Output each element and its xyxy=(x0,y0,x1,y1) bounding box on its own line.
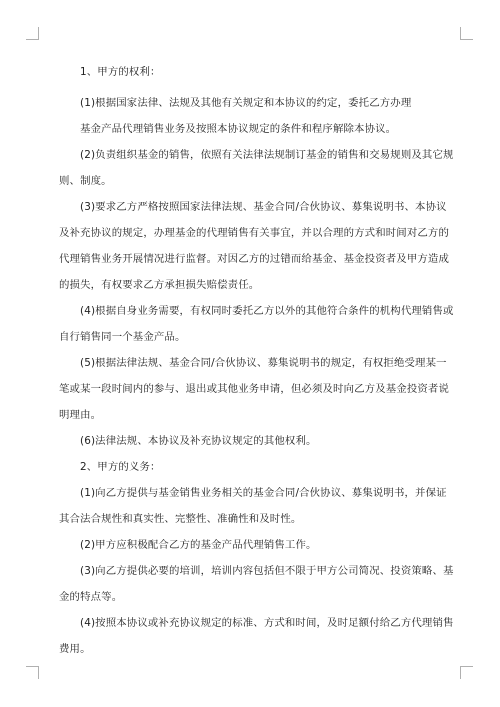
paragraph-line: (1)向乙方提供与基金销售业务相关的基金合同/合伙协议、募集说明书，并保证 xyxy=(80,487,447,499)
paragraph-line: (4)按照本协议或补充协议规定的标准、方式和时间，及时足额付给乙方代理销售 xyxy=(80,617,454,629)
section-heading-obligations: 2、甲方的义务： xyxy=(80,461,161,473)
paragraph-line: 则、制度。 xyxy=(59,175,112,187)
paragraph-line: 笔或某一段时间内的参与、退出或其他业务申请，但必须及时向乙方及基金投资者说 xyxy=(59,383,449,395)
paragraph-line: (3)向乙方提供必要的培训，培训内容包括但不限于甲方公司简况、投资策略、基 xyxy=(80,565,454,577)
paragraph-line: 及补充协议的规定，办理基金的代理销售有关事宜，并以合理的方式和时间对乙方的 xyxy=(59,227,449,239)
paragraph-line: 代理销售业务开展情况进行监督。对因乙方的过错而给基金、基金投资者及甲方造成 xyxy=(59,253,449,265)
paragraph-line: 明理由。 xyxy=(59,409,102,421)
paragraph-line: (6)法律法规、本协议及补充协议规定的其他权利。 xyxy=(80,435,317,447)
paragraph-line: 其合法合规性和真实性、完整性、准确性和及时性。 xyxy=(59,513,302,525)
paragraph-line: 基金产品代理销售业务及按照本协议规定的条件和程序解除本协议。 xyxy=(80,123,397,135)
paragraph-line: 费用。 xyxy=(59,643,91,655)
paragraph-line: 的损失，有权要求乙方承担损失赔偿责任。 xyxy=(59,279,260,291)
paragraph-line: 自行销售同一个基金产品。 xyxy=(59,331,186,343)
paragraph-line: (3)要求乙方严格按照国家法律法规、基金合同/合伙协议、募集说明书、本协议 xyxy=(80,201,447,213)
section-heading-rights: 1、甲方的权利： xyxy=(80,66,161,78)
paragraph-line: (4)根据自身业务需要，有权同时委托乙方以外的其他符合条件的机构代理销售或 xyxy=(80,305,454,317)
paragraph-line: (2)负责组织基金的销售，依照有关法律法规制订基金的销售和交易规则及其它规 xyxy=(80,149,454,161)
paragraph-line: (5)根据法律法规、基金合同/合伙协议、募集说明书的规定，有权拒绝受理某一 xyxy=(80,357,447,369)
paragraph-line: (2)甲方应积极配合乙方的基金产品代理销售工作。 xyxy=(80,539,317,551)
paragraph-line: 金的特点等。 xyxy=(59,591,123,603)
paragraph-line: (1)根据国家法律、法规及其他有关规定和本协议的约定，委托乙方办理 xyxy=(80,97,412,109)
